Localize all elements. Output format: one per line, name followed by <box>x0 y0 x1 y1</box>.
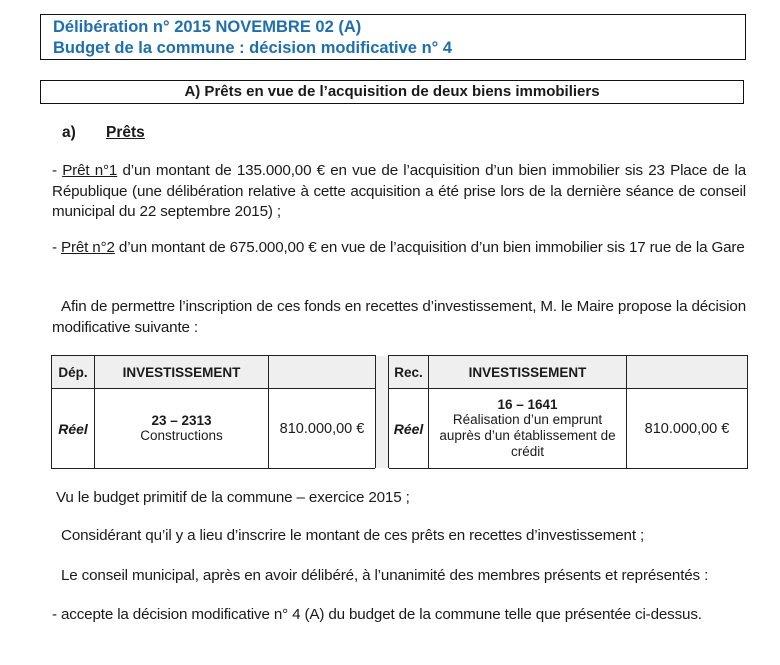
paragraph-accepte <box>52 605 746 626</box>
section-title: A) Prêts en vue de l’acquisition de deux biens immobiliers <box>40 80 744 104</box>
considerant-text: Considérant qu’il y a lieu d’inscrire le montant de ces prêts en recettes d’investissement ; <box>61 527 645 544</box>
list-dash: - <box>52 162 63 179</box>
table-separator <box>376 356 389 469</box>
pret-1-label: Prêt n°1 <box>62 162 118 179</box>
vu-text: Vu le budget primitif de la commune – exercice 2015 ; <box>56 489 410 506</box>
deliberation-subject: Budget de la commune : décision modificative n° 4 <box>53 39 453 57</box>
afin-text: Afin de permettre l’inscription de ces fonds en recettes d’investissement, M. le Maire propose la décision modificative suivante : <box>52 298 746 336</box>
accepte-text: - accepte la décision modificative n° 4 (A) du budget de la commune telle que présentée ci-dessus. <box>52 606 702 623</box>
depenses-account-code: 23 – 2313 <box>151 413 212 428</box>
table-row <box>52 389 748 469</box>
deliberation-number: Délibération n° 2015 NOVEMBRE 02 (A) <box>53 18 362 36</box>
paragraph-vu <box>52 488 746 509</box>
paragraph-considerant <box>52 526 746 547</box>
list-dash: - <box>52 239 61 256</box>
deliberation-header <box>40 14 746 60</box>
depenses-account-label: Constructions <box>140 428 223 443</box>
depenses-amount: 810.000,00 € <box>269 389 376 469</box>
table-header-row <box>52 356 748 389</box>
conseil-text: Le conseil municipal, après en avoir délibéré, à l’unanimité des membres présents et représentés : <box>61 567 709 584</box>
header-depenses-section: INVESTISSEMENT <box>95 356 269 389</box>
recettes-account <box>429 389 627 469</box>
pret-2-label: Prêt n°2 <box>60 239 115 256</box>
depenses-account <box>95 389 269 469</box>
header-recettes-type: Rec. <box>389 356 429 389</box>
pret-2-text: d’un montant de 675.000,00 € en vue de l’acquisition d’un bien immobilier sis 17 rue de la Gare <box>114 239 745 256</box>
budget-decision-table <box>51 355 748 469</box>
paragraph-conseil <box>52 566 746 587</box>
recettes-account-code: 16 – 1641 <box>497 397 558 412</box>
recettes-amount: 810.000,00 € <box>627 389 748 469</box>
subsection-label: Prêts <box>106 124 145 141</box>
header-recettes-section: INVESTISSEMENT <box>429 356 627 389</box>
subsection-heading <box>62 124 145 142</box>
paragraph-afin <box>52 297 746 338</box>
depenses-kind: Réel <box>52 389 95 469</box>
recettes-account-label: Réalisation d’un emprunt auprès d’un établissement de crédit <box>439 412 616 459</box>
recettes-kind: Réel <box>389 389 429 469</box>
subsection-number: a) <box>62 124 76 141</box>
header-recettes-amount <box>627 356 748 389</box>
paragraph-pret-1 <box>52 161 746 223</box>
header-depenses-type: Dép. <box>52 356 95 389</box>
pret-1-text: d’un montant de 135.000,00 € en vue de l’acquisition d’un bien immobilier sis 23 Place de la République (une délibération relative à cette acquisition a été prise lors de la dernière séance de conseil municipal du 22 septembre 2015) ; <box>52 162 746 220</box>
header-depenses-amount <box>269 356 376 389</box>
paragraph-pret-2 <box>52 238 746 259</box>
